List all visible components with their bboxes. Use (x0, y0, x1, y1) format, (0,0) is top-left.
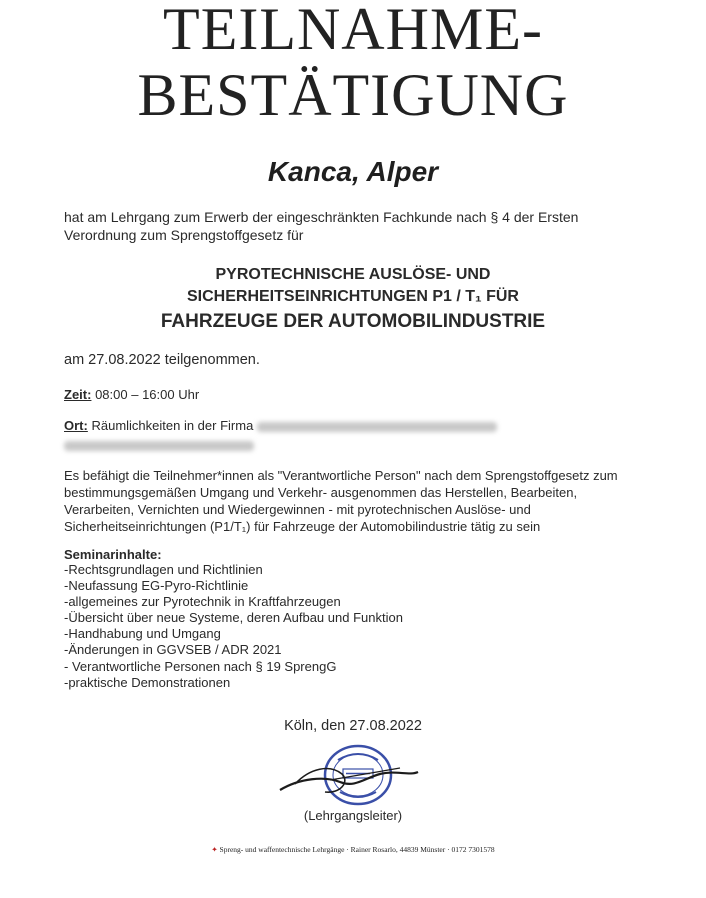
seminar-content-list (64, 562, 403, 691)
signature-stamp-image (270, 738, 430, 808)
list-item: -Rechtsgrundlagen und Richtlinien (64, 562, 263, 577)
list-item: -Handhabung und Umgang (64, 626, 221, 642)
footer-text: Spreng- und waffentechnische Lehrgänge · Rainer Rosarlo, 44839 Münster · 0172 7301578 (219, 845, 495, 854)
location-label: Ort: (64, 418, 88, 433)
time-value: 08:00 – 16:00 Uhr (95, 387, 200, 402)
list-item: - Verantwortliche Personen nach § 19 SprengG (64, 658, 337, 674)
redacted-location (257, 422, 497, 432)
seminar-heading: Seminarinhalte: (64, 547, 162, 562)
course-title-line-3: FAHRZEUGE DER AUTOMOBILINDUSTRIE (160, 311, 546, 332)
location-value: Räumlichkeiten in der Firma (91, 418, 254, 433)
participant-name: Kanca, Alper (267, 156, 439, 187)
list-item: -Änderungen in GGVSEB / ADR 2021 (64, 642, 282, 658)
intro-text: hat am Lehrgang zum Erwerb der eingeschränkten Fachkunde nach § 4 der Ersten Verordnung zum Sprengstoffgesetz für (64, 209, 579, 243)
time-row (64, 386, 199, 404)
list-item: -Neufassung EG-Pyro-Richtlinie (64, 578, 249, 594)
time-label: Zeit: (64, 387, 92, 402)
participation-date: am 27.08.2022 teilgenommen. (64, 352, 260, 368)
footer (0, 845, 706, 854)
signature-role: (Lehrgangsleiter) (303, 808, 403, 823)
list-item: -Übersicht über neue Systeme, deren Aufbau und Funktion (64, 610, 403, 626)
list-item: -allgemeines zur Pyrotechnik in Kraftfahrzeugen (64, 594, 341, 610)
title-line-2: BESTÄTIGUNG (137, 62, 569, 128)
list-item: -praktische Demonstrationen (64, 674, 231, 690)
course-title-line-1: PYROTECHNISCHE AUSLÖSE- UND (215, 266, 491, 283)
flame-icon: ✦ (211, 845, 218, 854)
place-and-date: Köln, den 27.08.2022 (284, 718, 422, 734)
title-line-1: TEILNAHME- (163, 0, 543, 62)
qualification-description: Es befähigt die Teilnehmer*innen als "Verantwortliche Person" nach dem Sprengstoffgesetz zum bestimmungsgemäßen Umgang und Verkehr- ausgenommen das Herstellen, Bearbeiten, Verarbeiten, Vernichten und Wiedergewinnen - mit pyrotechnischen Auslöse- und Sicherheitseinrichtungen (P1/T₁) für Fahrzeuge der Automobilindustrie tätig zu sein (64, 468, 618, 534)
location-row (64, 417, 497, 453)
course-title-line-2: SICHERHEITSEINRICHTUNGEN P1 / T₁ FÜR (187, 288, 519, 305)
redacted-address (64, 441, 254, 451)
signature-icon (280, 768, 418, 792)
